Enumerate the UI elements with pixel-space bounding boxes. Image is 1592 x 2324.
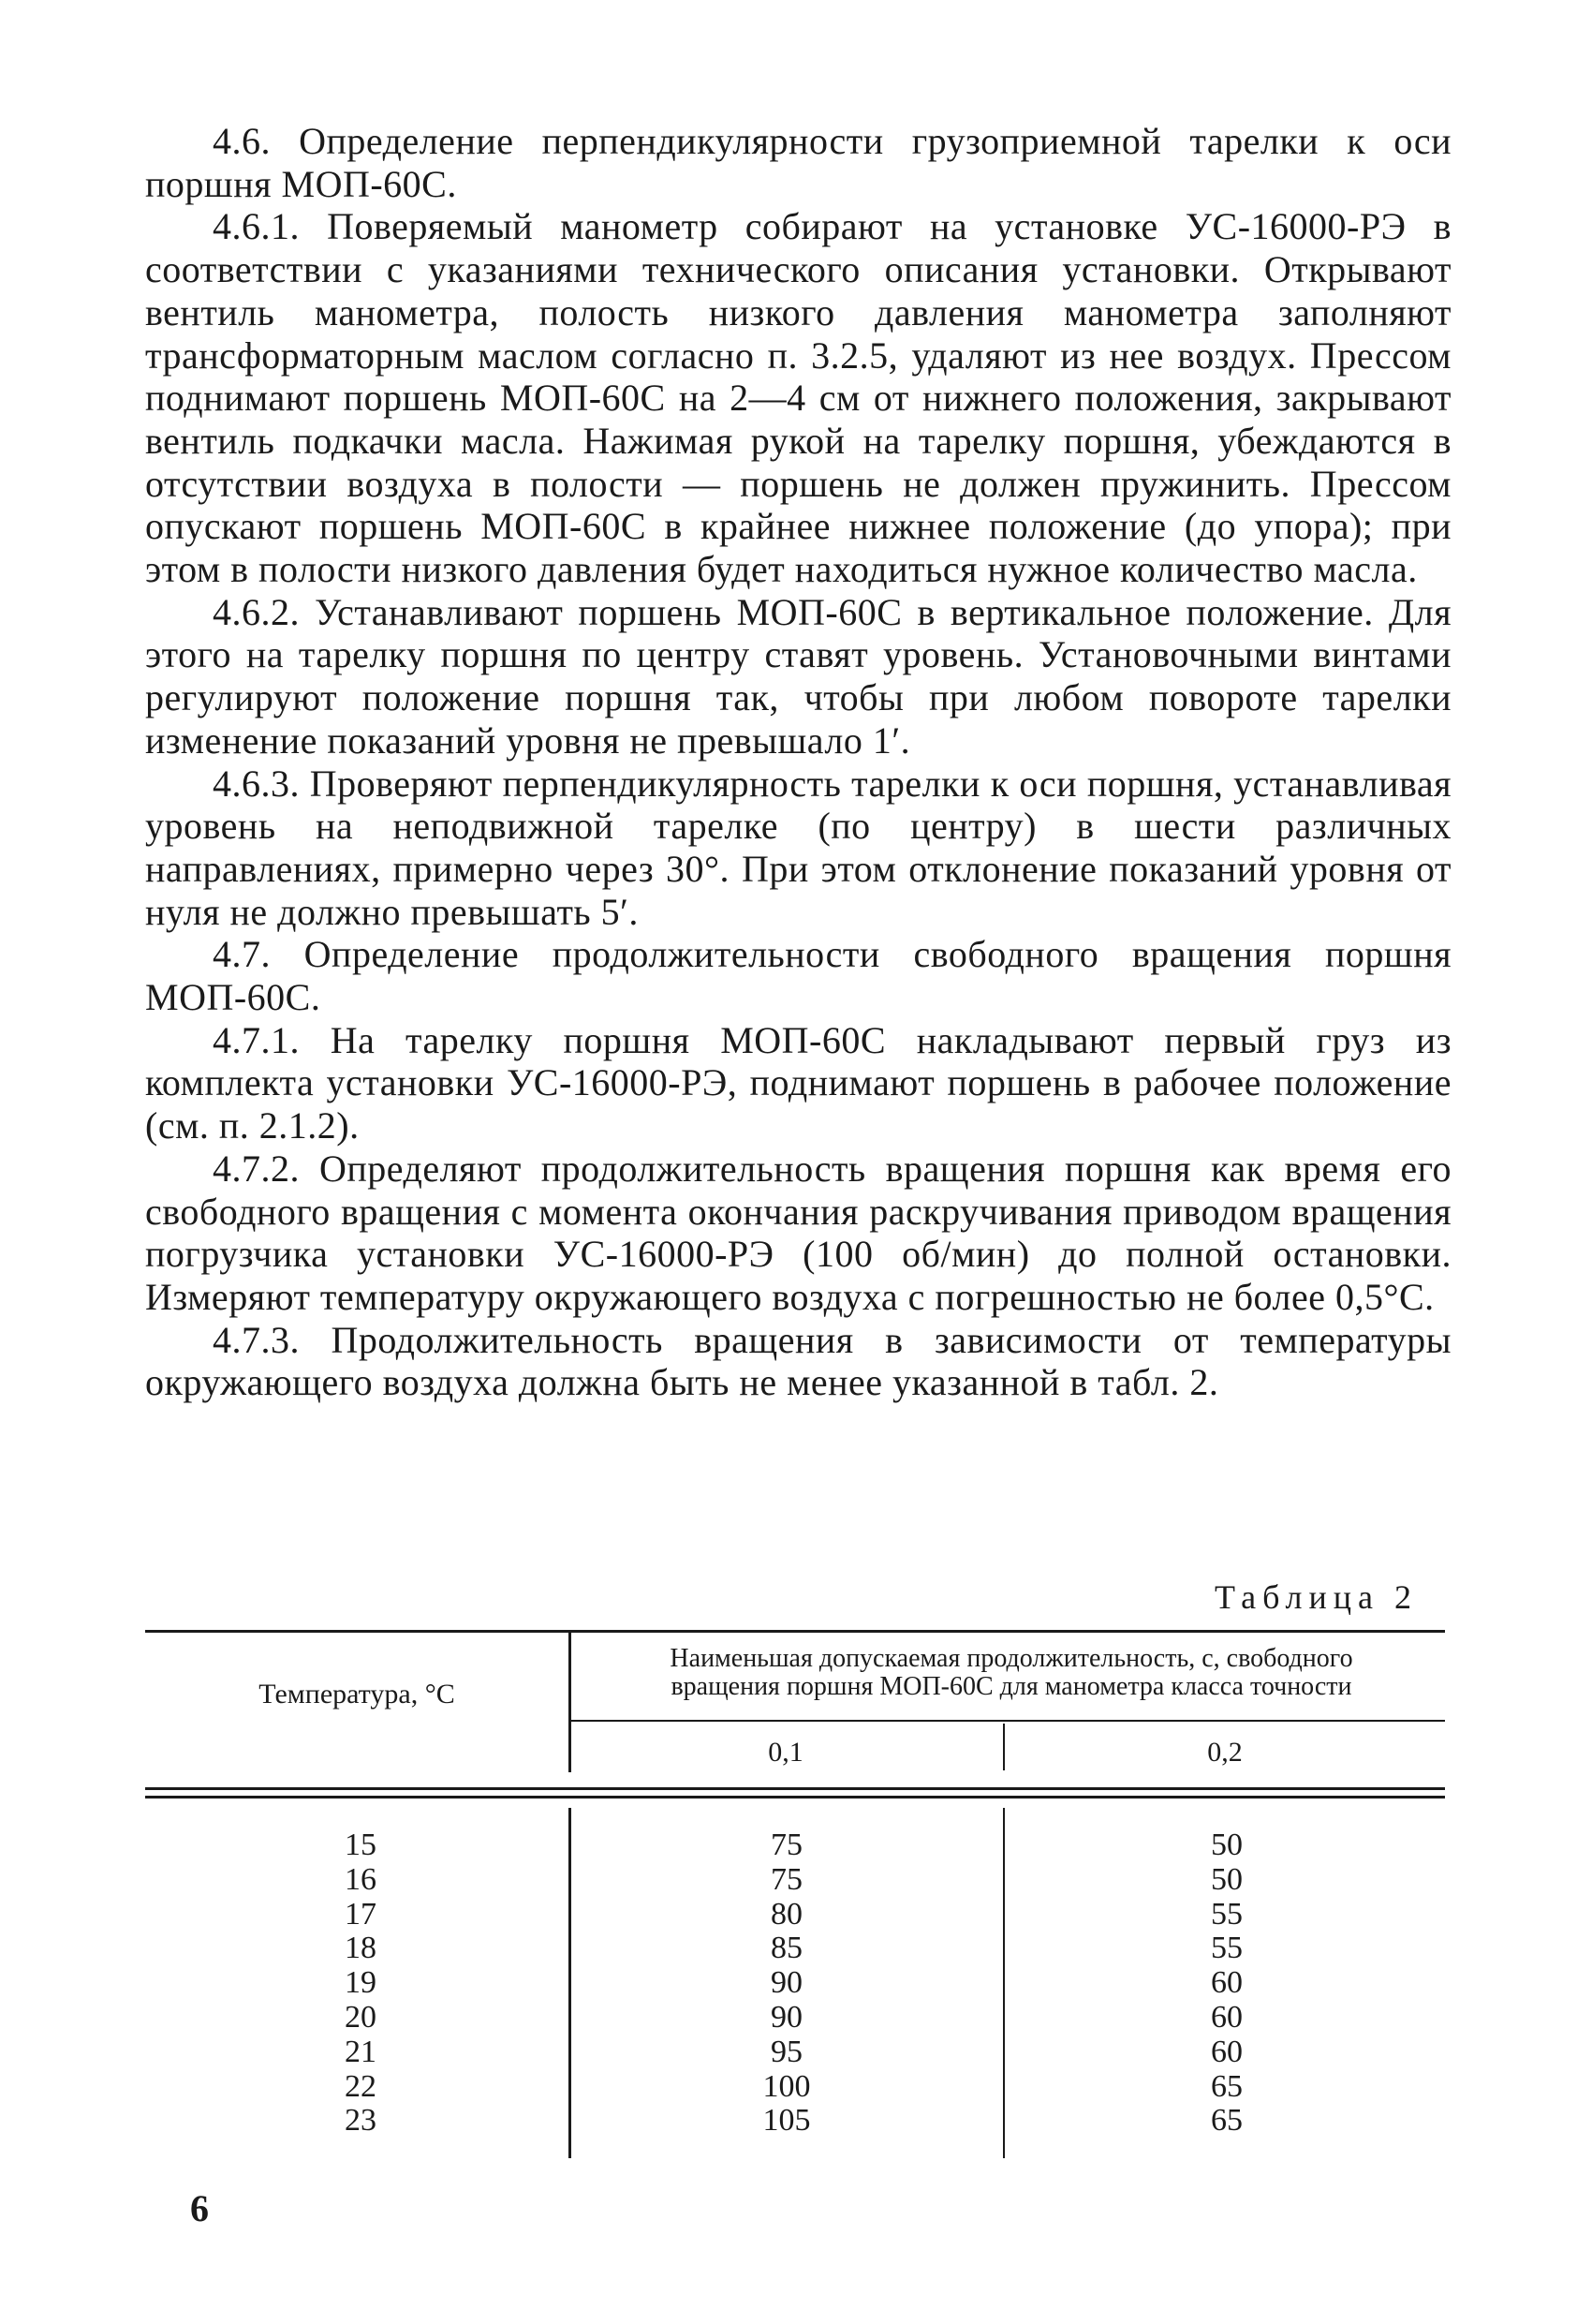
table-vline-1-body	[568, 1808, 571, 2158]
page-number: 6	[190, 2187, 209, 2229]
paragraph-4-7-3: 4.7.3. Продолжительность вращения в зависимости от температуры окружающего воздуха должна быть не менее указанной в табл. 2.	[145, 1318, 1452, 1404]
section-4-6-heading: 4.6. Определение перпендикулярности грузоприемной тарелки к оси поршня МОП-60С.	[145, 120, 1452, 205]
class-0-1-column: 75 75 80 85 90 90 95 100 105	[762, 1828, 811, 2139]
temperature-column: 15 16 17 18 19 20 21 22 23	[345, 1828, 376, 2139]
paragraph-4-6-3: 4.6.3. Проверяют перпендикулярность тарелки к оси поршня, устанавливая уровень на неподвижной тарелке (по центру) в шести различных направлениях, примерно через 30°. При этом отклонение показаний уровня от нуля не должно превышать 5′.	[145, 762, 1452, 933]
table-caption: Таблица 2	[1215, 1578, 1418, 1616]
paragraph-4-7-1: 4.7.1. На тарелку поршня МОП-60С накладывают первый груз из комплекта установки УС-16000-РЭ, поднимают поршень в рабочее положение (см. п. 2.1.2).	[145, 1018, 1452, 1147]
temperature-header: Температура, °С	[258, 1679, 455, 1710]
table-header-rule-upper	[145, 1787, 1445, 1790]
table-vline-2-body	[1003, 1808, 1005, 2158]
class-0-2-header: 0,2	[1207, 1737, 1243, 1768]
table-2	[145, 1630, 1445, 2158]
table-top-rule	[145, 1630, 1445, 1633]
section-4-7-heading: 4.7. Определение продолжительности свободного вращения поршня МОП-60С.	[145, 933, 1452, 1019]
group-header: Наименьшая допускаемая продолжительность, с, свободного вращения поршня МОП-60С для манометра класса точности	[670, 1644, 1353, 1701]
paragraph-4-7-2: 4.7.2. Определяют продолжительность вращения поршня как время его свободного вращения с момента окончания раскручивания приводом вращения погрузчика установки УС-16000-РЭ (100 об/мин) до полной остановки. Измеряют температуру окружающего воздуха с погрешностью не более 0,5°С.	[145, 1147, 1452, 1318]
paragraph-4-6-1: 4.6.1. Поверяемый манометр собирают на установке УС-16000-РЭ в соответствии с указаниями технического описания установки. Открывают вентиль манометра, полость низкого давления манометра заполняют трансформаторным маслом согласно п. 3.2.5, удаляют из нее воздух. Прессом поднимают поршень МОП-60С на 2—4 см от нижнего положения, закрывают вентиль подкачки масла. Нажимая рукой на тарелку поршня, убеждаются в отсутствии воздуха в полости — поршень не должен пружинить. Прессом опускают поршень МОП-60С в крайнее нижнее положение (до упора); при этом в полости низкого давления будет находиться нужное количество масла.	[145, 205, 1452, 591]
body-text	[145, 120, 1452, 1404]
table-header-rule-lower	[145, 1796, 1445, 1799]
class-0-2-column: 50 50 55 55 60 60 60 65 65	[1211, 1828, 1243, 2139]
paragraph-4-6-2: 4.6.2. Устанавливают поршень МОП-60С в вертикальное положение. Для этого на тарелку поршня по центру ставят уровень. Установочными винтами регулируют положение поршня так, чтобы при любом повороте тарелки изменение показаний уровня не превышало 1′.	[145, 590, 1452, 762]
class-0-1-header: 0,1	[768, 1737, 803, 1768]
table-subheader-rule	[568, 1720, 1445, 1722]
